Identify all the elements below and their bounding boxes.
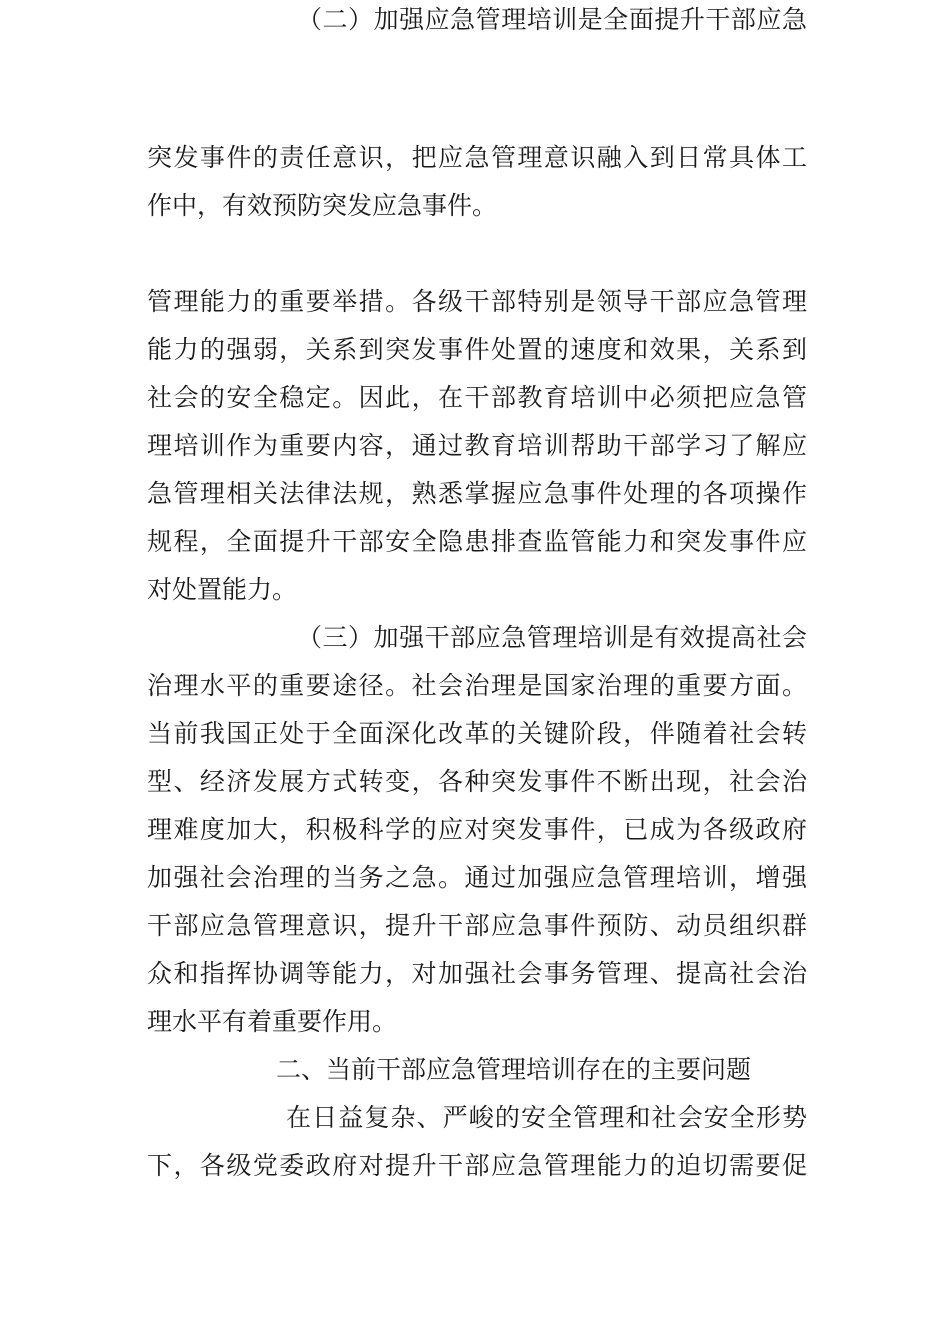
text-line: 加强社会治理的当务之急。通过加强应急管理培训，增强 [147, 863, 807, 892]
text-line: 对处置能力。 [147, 575, 298, 604]
text-line: 治理水平的重要途径。社会治理是国家治理的重要方面。 [147, 671, 807, 700]
text-line: 理难度加大，积极科学的应对突发事件，已成为各级政府 [147, 815, 807, 844]
text-line: 众和指挥协调等能力，对加强社会事务管理、提高社会治 [147, 959, 807, 988]
text-line: 当前我国正处于全面深化改革的关键阶段，伴随着社会转 [147, 719, 807, 748]
section-heading: 二、当前干部应急管理培训存在的主要问题 [276, 1055, 752, 1084]
text-line: 作中，有效预防突发应急事件。 [147, 191, 498, 220]
text-line: 理培训作为重要内容，通过教育培训帮助干部学习了解应 [147, 431, 807, 460]
text-line: 下，各级党委政府对提升干部应急管理能力的迫切需要促 [147, 1151, 807, 1180]
paragraph-heading-2: （二）加强应急管理培训是全面提升干部应急 [297, 5, 807, 34]
paragraph-heading-3: （三）加强干部应急管理培训是有效提高社会 [297, 623, 807, 652]
text-line: 突发事件的责任意识，把应急管理意识融入到日常具体工 [147, 143, 807, 172]
paragraph-first-line: 在日益复杂、严峻的安全管理和社会安全形势 [286, 1103, 807, 1132]
text-line: 理水平有着重要作用。 [147, 1007, 398, 1036]
text-line: 干部应急管理意识，提升干部应急事件预防、动员组织群 [147, 911, 807, 940]
text-line: 规程，全面提升干部安全隐患排查监管能力和突发事件应 [147, 527, 807, 556]
text-line: 能力的强弱，关系到突发事件处置的速度和效果，关系到 [147, 335, 807, 364]
text-line: 管理能力的重要举措。各级干部特别是领导干部应急管理 [147, 287, 807, 316]
text-line: 急管理相关法律法规，熟悉掌握应急事件处理的各项操作 [147, 479, 807, 508]
text-line: 型、经济发展方式转变，各种突发事件不断出现，社会治 [147, 767, 807, 796]
text-line: 社会的安全稳定。因此，在干部教育培训中必须把应急管 [147, 383, 807, 412]
